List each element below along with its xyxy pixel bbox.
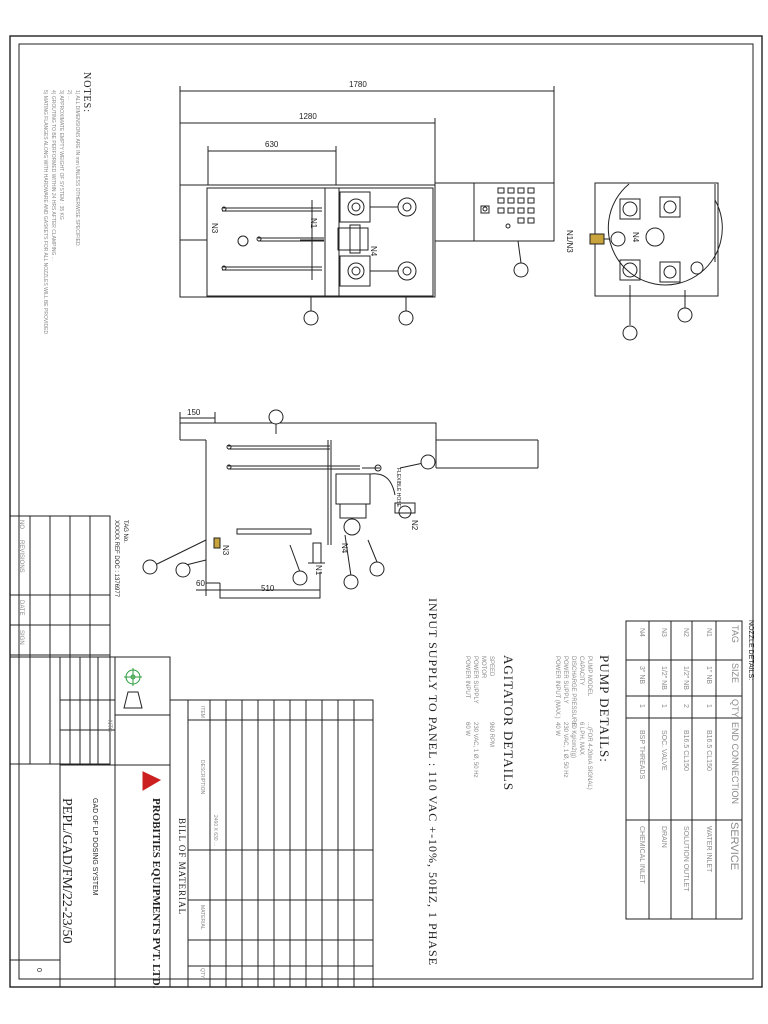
rev-col-sign: SIGN [18,630,24,645]
nozzle-row-n1-end: B16.5 CL150 [705,730,712,771]
nozzle-row-n4-service: CHEMICAL INLET [638,826,645,884]
nozzle-title: NOZZLE DETAILS: [747,620,754,681]
label-n4-end: N4 [631,232,640,243]
nozzle-row-n1-qty: 1 [705,704,712,708]
agitator-line-2: POWER SUPPLY [472,656,478,704]
note-3: 3) APPROXIMATE EMPTY WEIGHT OF SYSTEM : 35 KG [58,90,64,220]
ref-doc: XXXXX REF DOC : 1376977 [113,520,119,598]
agitator-line-0: SPEED [488,656,494,677]
agitator-title: AGITATOR DETAILS [501,655,516,792]
nozzle-row-n2-end: B16.5 CL150 [682,730,689,771]
pump-line-3: POWER SUPPLY [562,656,568,704]
dim-60: 60 [196,579,205,588]
label-n2-side: N2 [410,520,419,531]
end-view [590,183,722,340]
nozzle-row-n3-service: DRAIN [660,826,667,848]
drawing-title: GAD OF LP DOSING SYSTEM [91,798,98,896]
rev-col-date: DATE [18,600,24,616]
pump-line-2: DISCHARGE PRESSURE [570,656,576,727]
nozzle-row-n4-tag: N4 [638,628,645,637]
dim-510: 510 [261,584,275,593]
nozzle-row-n3-size: 1/2" NB [660,666,667,690]
nozzle-h-end: END CONNECTION [730,722,740,805]
pump-value-1: 6 LPH, MAX [578,722,584,756]
bom-h-description: DESCRIPTION [199,760,205,795]
revision-number: 0 [35,968,42,972]
label-n4-top: N4 [369,246,378,257]
bom-h-material: MATERIAL [199,905,205,930]
nozzle-row-n2-tag: N2 [682,628,689,637]
title-block [10,516,170,987]
label-flexible-hose: FLEXIBLE HOSE [395,468,401,507]
label-n4-side: N4 [340,543,349,554]
label-n3-top: N3 [210,223,219,234]
pump-line-4: POWER INPUT (MAX.) [554,656,560,719]
nozzle-row-n1-size: 1" NB [705,666,712,685]
note-1: 1) ALL DIMENSIONS ARE IN mm UNLESS OTHERWISE SPECIFIED. [74,90,80,247]
agitator-value-2: 230 VAC, 1 Ø, 50 Hz [472,722,478,778]
dim-1280: 1280 [299,112,317,121]
nozzle-row-n3-tag: N3 [660,628,667,637]
nozzle-h-qty: QTY [730,699,740,718]
agitator-line-3: POWER INPUT [464,656,470,699]
dim-1780: 1780 [349,80,367,89]
nozzle-h-service: SERVICE [728,822,740,871]
bom-size-note: 2460 X 630 ... [212,815,218,847]
nozzle-row-n4-qty: 1 [638,704,645,708]
nozzle-row-n2-qty: 2 [682,704,689,708]
pump-title: PUMP DETAILS: [597,655,612,763]
note-4: 4) GROUTING TO BE PERFORMED WITHIN 24 HRS AFTER CLAMPING ... [50,90,56,261]
nozzle-row-n1-tag: N1 [705,628,712,637]
company-name: PROBITIES EQUIPMENTS PVT. LTD. [150,798,162,989]
rev-col-no: NO [18,520,24,529]
note-2: 2) ... [66,90,72,101]
nozzle-row-n2-size: 1/2" NB [682,666,689,690]
nozzle-row-n4-size: 3" NB [638,666,645,685]
pump-value-4: 40 W [554,722,560,737]
bom-h-qty: QTY [199,968,205,979]
dim-630: 630 [265,140,279,149]
supply-note: INPUT SUPPLY TO PANEL : 110 VAC +-10%, 50HZ, 1 PHASE [426,598,440,967]
nozzle-h-size: SIZE [730,663,740,684]
nozzle-row-n4-end: BSP THREADS [638,730,645,780]
label-n1n3-end: N1/N3 [565,230,574,253]
nozzle-row-n2-service: SOLUTION OUTLET [682,826,689,892]
label-n1-side: N1 [314,565,323,576]
pump-line-0: PUMP MODEL [586,656,592,697]
label-n3-side: N3 [221,545,230,556]
agitator-value-3: 60 W [464,722,470,737]
tag-no: TAG No. [122,520,128,543]
nozzle-h-tag: TAG [730,625,740,643]
label-n1-top: N1 [309,218,318,229]
pump-value-0: ...(FOR 4-20mA SIGNAL) [586,722,592,790]
top-view [180,86,554,325]
agitator-line-1: MOTOR [480,656,486,679]
pump-value-2: 10 Kg/cm2(g) [570,722,576,759]
bom-title: BILL OF MATERIAL [177,818,187,916]
bom-h-item: ITEM [199,706,205,718]
note-5: 5) MATING FLANGES ALONG WITH HARDWARE AND GASKETS FOR ALL NOZZLES WILL BE PROVIDED [42,90,48,335]
notes-title: NOTES: [81,72,92,113]
nozzle-row-n1-service: WATER INLET [705,826,712,873]
nozzle-row-n3-qty: 1 [660,704,667,708]
pump-line-1: CAPACITY [578,656,584,686]
pump-value-3: 230 VAC, 1 Ø, 50 Hz [562,722,568,778]
nozzle-row-n3-end: SOC. VALVE [660,730,667,771]
scale-value: NTS [106,720,112,732]
rev-col-revisions: REVISIONS [18,540,24,573]
agitator-value-0: 960 RPM [488,722,494,748]
dim-150: 150 [187,408,201,417]
bom-table [170,700,373,987]
drawing-number: PEPL/GAD/FM/22-23/50 [59,798,74,944]
side-view [143,410,538,598]
